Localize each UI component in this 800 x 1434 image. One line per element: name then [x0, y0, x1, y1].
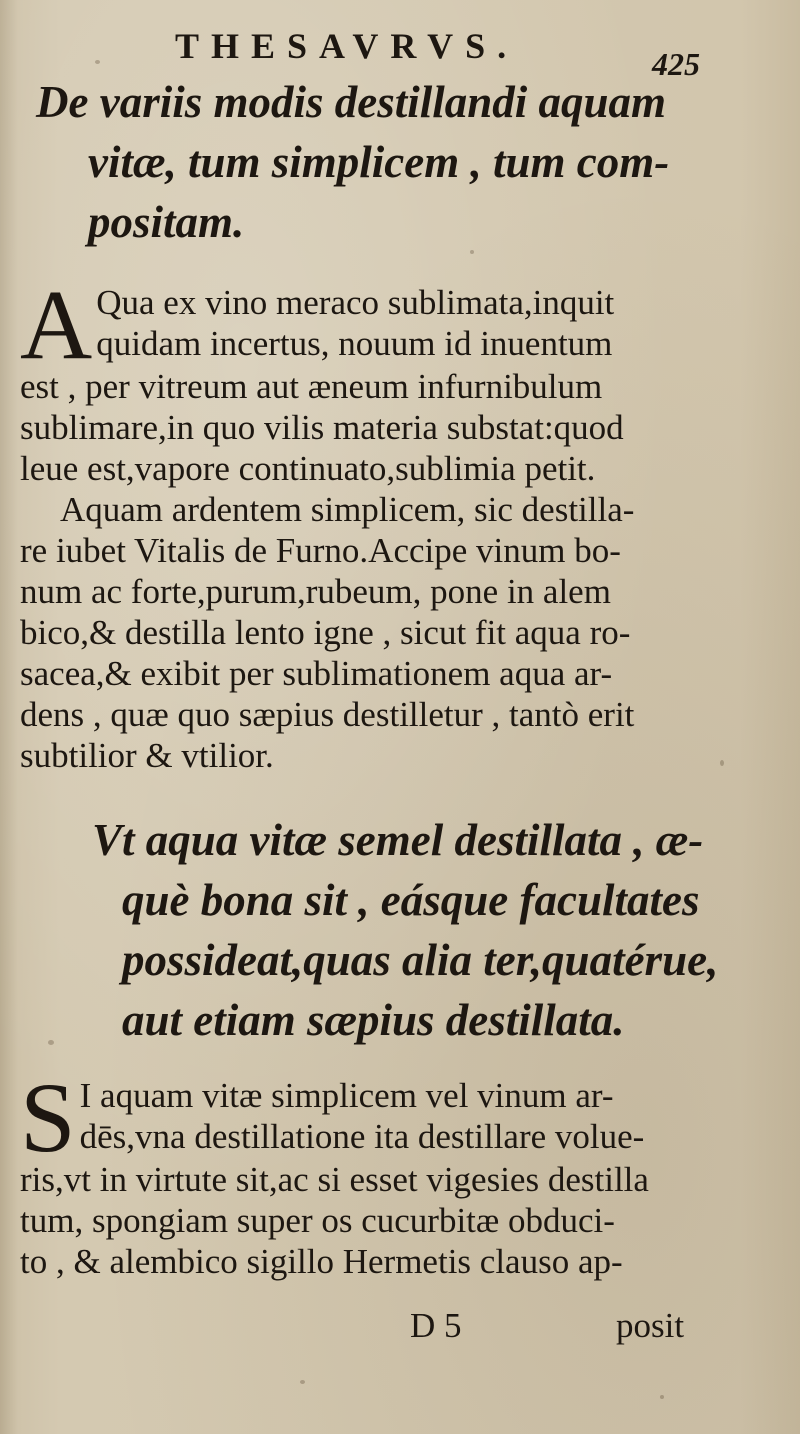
paper-speck [95, 60, 100, 64]
page-number: 425 [652, 46, 700, 82]
text-line: dens , quæ quo sæpius destilletur , tantò erit [20, 695, 635, 734]
signature-line [20, 1306, 790, 1354]
text-line: Qua ex vino meraco sublimata,inquit [96, 283, 615, 322]
body-text [20, 1062, 790, 1282]
heading-line: aut etiam sæpius destillata. [122, 995, 625, 1045]
text-line: I aquam vitæ simplicem vel vinum ar- [79, 1076, 614, 1115]
paper-speck [660, 1395, 664, 1399]
heading-line: De variis modis destillandi aquam [36, 77, 667, 127]
heading-line: possideat,quas alia ter,quatérue, [122, 935, 719, 985]
text-line: to , & alembico sigillo Hermetis clauso ap- [20, 1242, 623, 1281]
text-line: leue est,vapore continuato,sublimia petit. [20, 449, 596, 488]
text-line: quidam incertus, nouum id inuentum [96, 324, 613, 363]
text-line: num ac forte,purum,rubeum, pone in alem [20, 572, 611, 611]
heading-line: vitæ, tum simplicem , tum com- [88, 137, 670, 187]
drop-cap: S [20, 1062, 76, 1173]
text-line: re iubet Vitalis de Furno.Accipe vinum bo- [20, 531, 621, 570]
text-line: tum, spongiam super os cucurbitæ obduci- [20, 1201, 615, 1240]
section-heading [92, 810, 718, 1050]
text-line: ris,vt in virtute sit,ac si esset vigesies destilla [20, 1160, 649, 1199]
text-line: Aquam ardentem simplicem, sic destilla- [60, 490, 635, 529]
body-text [20, 269, 790, 776]
text-line: est , per vitreum aut æneum infurnibulum [20, 367, 603, 406]
text-line: sacea,& exibit per sublimationem aqua ar- [20, 654, 613, 693]
text-line: sublimare,in quo vilis materia substat:quod [20, 408, 624, 447]
gathering-signature: D 5 [410, 1306, 462, 1345]
catchword: posit [616, 1306, 685, 1345]
text-line: subtilior & vtilior. [20, 736, 274, 775]
running-title: THESAVRVS. [175, 26, 519, 66]
section-heading [36, 72, 669, 252]
heading-line: Vt aqua vitæ semel destillata , æ- [92, 815, 704, 865]
text-line: dēs,vna destillatione ita destillare volue- [79, 1117, 645, 1156]
text-line: bico,& destilla lento igne , sicut fit aqua ro- [20, 613, 631, 652]
heading-line: positam. [88, 197, 245, 247]
heading-line: què bona sit , eásque facultates [122, 875, 700, 925]
drop-cap: A [20, 269, 93, 380]
paper-speck [48, 1040, 54, 1045]
paper-speck [300, 1380, 305, 1384]
